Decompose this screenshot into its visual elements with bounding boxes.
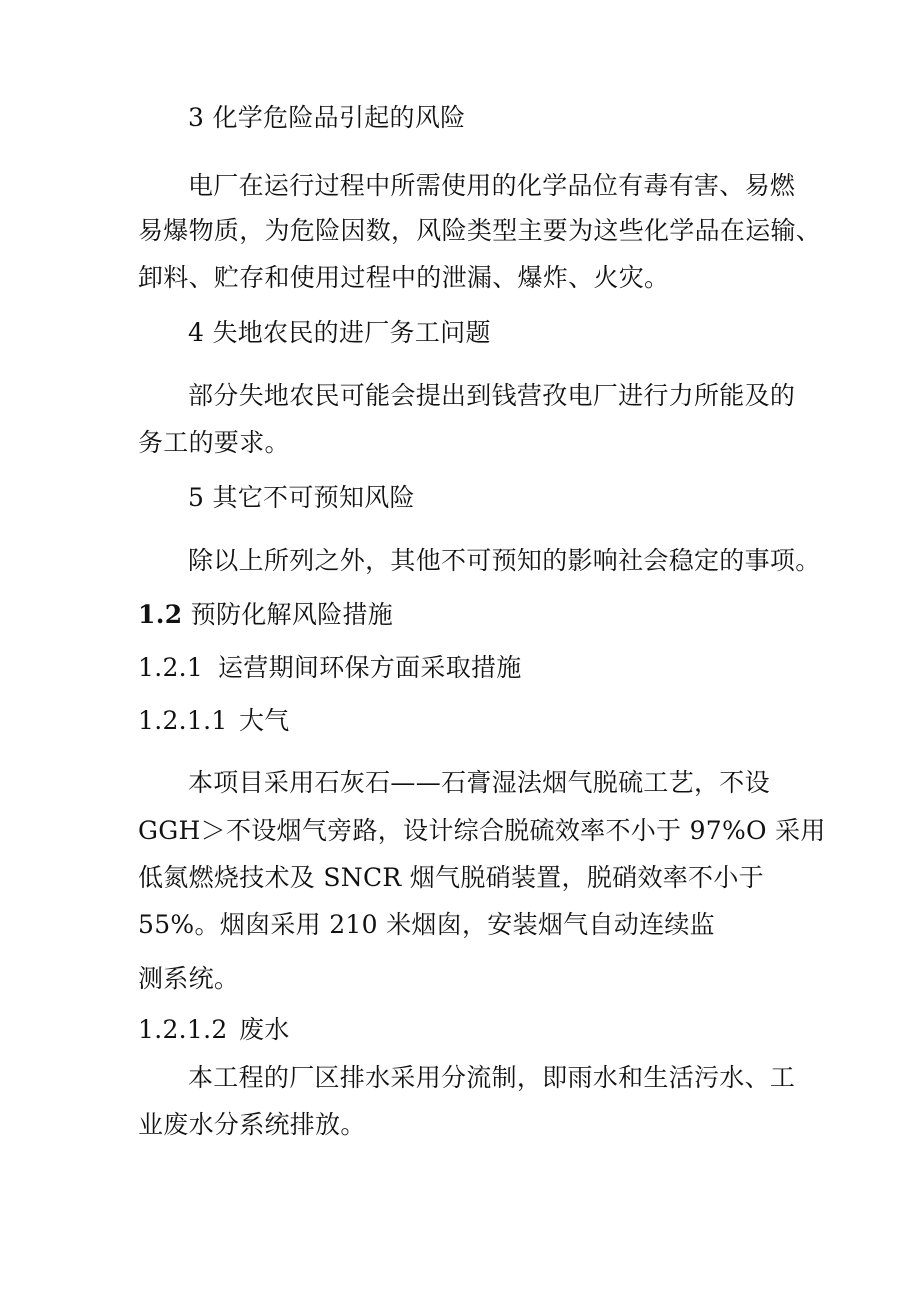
heading-number: 1.2.1 [138, 653, 204, 682]
paragraph-line: 部分失地农民可能会提出到钱营孜电厂进行力所能及的 [188, 381, 796, 410]
paragraph-line: 本项目采用石灰石——石膏湿法烟气脱硫工艺，不设 [188, 768, 770, 797]
paragraph-line: 低氮燃烧技术及 SNCR 烟气脱硝装置，脱硝效率不小于 [138, 863, 764, 892]
heading-text: 废水 [239, 1015, 290, 1044]
paragraph-line: 卸料、贮存和使用过程中的泄漏、爆炸、火灾。 [138, 263, 670, 292]
paragraph-line: 55%。烟囱采用 210 米烟囱，安装烟气自动连续监 [138, 910, 715, 939]
paragraph-line: 测系统。 [138, 964, 240, 993]
paragraph-line: 易爆物质，为危险因数，风险类型主要为这些化学品在运输、 [138, 216, 822, 245]
heading-text: 大气 [239, 706, 290, 735]
heading-number: 1.2.1.2 [138, 1015, 228, 1044]
heading-text: 预防化解风险措施 [182, 600, 394, 629]
paragraph-line: 务工的要求。 [138, 428, 290, 457]
paragraph-line: 本工程的厂区排水采用分流制，即雨水和生活污水、工 [188, 1063, 796, 1092]
paragraph-line: GGH＞不设烟气旁路，设计综合脱硫效率不小于 97%O 采用 [138, 816, 826, 845]
subsection-3-title: 3 化学危险品引起的风险 [188, 103, 466, 132]
subsection-4-title: 4 失地农民的进厂务工问题 [188, 318, 491, 347]
section-1-2-1-1-heading [138, 708, 290, 733]
paragraph-line: 业废水分系统排放。 [138, 1110, 366, 1139]
section-1-2-1-heading [138, 655, 522, 680]
paragraph-line: 除以上所列之外，其他不可预知的影响社会稳定的事项。 [188, 546, 821, 575]
paragraph-line: 电厂在运行过程中所需使用的化学品位有毒有害、易燃 [188, 171, 796, 200]
heading-number: 1.2.1.1 [138, 706, 228, 735]
section-1-2-heading [138, 602, 393, 627]
heading-text: 运营期间环保方面采取措施 [218, 653, 522, 682]
heading-number: 1.2 [138, 600, 183, 629]
section-1-2-1-2-heading [138, 1017, 290, 1042]
subsection-5-title: 5 其它不可预知风险 [188, 483, 415, 512]
